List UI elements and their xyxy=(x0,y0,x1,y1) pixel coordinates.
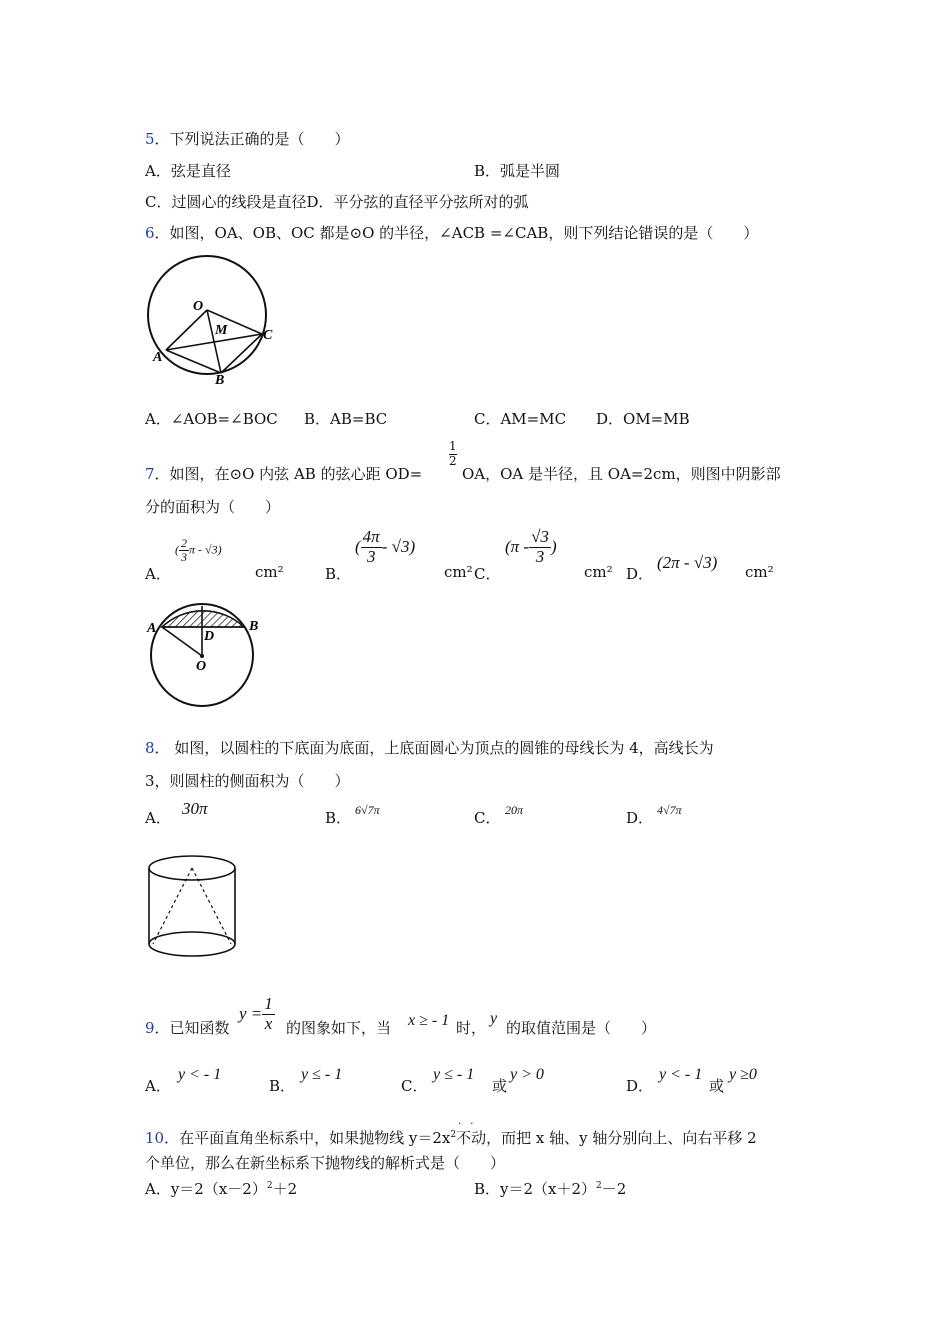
q6-option-b[interactable]: B．AB=BC xyxy=(304,410,388,428)
q7-option-b-unit: cm² xyxy=(444,563,473,581)
q8-cylinder-figure xyxy=(143,852,243,962)
q6-stem: 6．如图，OA、OB、OC 都是⊙O 的半径，∠ACB =∠CAB，则下列结论错误的是（ ） xyxy=(145,224,759,242)
q9-option-d-label[interactable]: D． xyxy=(626,1077,654,1095)
q9-stem-mid: 的图象如下，当 xyxy=(286,1019,392,1037)
q8-option-a-expr[interactable]: 30π xyxy=(182,799,208,818)
q9-stem-when: 时， xyxy=(456,1019,487,1037)
q8-option-d-expr[interactable]: 4√7π xyxy=(657,803,682,817)
q9-option-b-expr[interactable]: y ≤ - 1 xyxy=(301,1066,343,1083)
q7-option-a-expr[interactable]: ( $\frac{2}{3}$ π - √3) xyxy=(175,536,222,565)
q9-option-a-label[interactable]: A． xyxy=(145,1077,171,1095)
q7-option-d-label[interactable]: D． xyxy=(626,565,654,583)
q8-stem-line2: 3，则圆柱的侧面积为（ ） xyxy=(145,772,350,790)
q7-option-d-unit: cm² xyxy=(745,563,774,581)
q10-emphasis: 不动 ·· xyxy=(456,1119,487,1147)
q9-number: 9 xyxy=(145,1019,155,1037)
q7-option-d-expr[interactable]: (2π - √3) xyxy=(657,553,718,572)
q6-circle-figure xyxy=(145,250,285,390)
q8-option-c-expr[interactable]: 20π xyxy=(505,803,524,817)
q7-stem-line2: 分的面积为（ ） xyxy=(145,498,281,516)
q7-stem-line1-rest: OA，OA 是半径，且 OA=2cm，则图中阴影部 xyxy=(462,465,781,483)
q5-number: 5 xyxy=(145,130,155,148)
q7-label-o: O xyxy=(196,659,207,674)
q9-option-c-expr1[interactable]: y ≤ - 1 xyxy=(433,1066,475,1083)
q6-label-a: A xyxy=(153,350,163,365)
q7-label-b: B xyxy=(249,619,259,634)
q9-option-d-or: 或 xyxy=(709,1077,725,1095)
q6-label-o: O xyxy=(193,299,204,314)
q9-condition: x ≥ - 1 xyxy=(408,1012,450,1029)
q6-label-b: B xyxy=(215,373,225,388)
q10-option-a[interactable]: A．$y=2(x-2)^2+2$ xyxy=(145,1180,298,1198)
q7-option-c-expr[interactable]: (π - $\frac{√3}{3}$ ) xyxy=(505,527,557,566)
q10-option-b[interactable]: B．$y=2(x+2)^2-2$ xyxy=(474,1180,627,1198)
q7-option-a-unit: cm² xyxy=(255,563,284,581)
q6-label-m: M xyxy=(215,323,228,338)
q10-emphasis-dots: ·· xyxy=(458,1119,483,1130)
q8-option-c-label[interactable]: C． xyxy=(474,809,501,827)
q9-option-d-expr1[interactable]: y < - 1 xyxy=(659,1066,703,1083)
q9-option-d-expr2[interactable]: y ≥0 xyxy=(729,1066,757,1083)
q5-option-a[interactable]: A．弦是直径 xyxy=(145,162,231,180)
q5-option-cd[interactable]: C．过圆心的线段是直径D．平分弦的直径平分弦所对的弧 xyxy=(145,193,529,211)
q7-stem-line1: 7．如图，在⊙O 内弦 AB 的弦心距 OD= xyxy=(145,465,423,483)
q6-number: 6 xyxy=(145,224,155,242)
q6-option-a[interactable]: A．∠AOB=∠BOC xyxy=(145,410,278,428)
q8-number: 8 xyxy=(145,739,155,757)
q8-option-a-label[interactable]: A． xyxy=(145,809,171,827)
q5-option-b[interactable]: B．弧是半圆 xyxy=(474,162,561,180)
q7-half-fraction: 1 2 xyxy=(449,439,457,468)
q7-circle-figure xyxy=(140,598,270,738)
q7-option-b-label[interactable]: B． xyxy=(325,565,352,583)
q6-label-c: C xyxy=(263,328,273,343)
q5-stem: 5．下列说法正确的是（ ） xyxy=(145,130,350,148)
q10-stem-line1: 10．在平面直角坐标系中，如果抛物线 $y=2x^2$不动 ·· ，而把 x 轴、y 轴分别向上、向右平移 2 xyxy=(145,1119,757,1147)
q6-option-d[interactable]: D．OM=MB xyxy=(596,410,690,428)
q8-option-b-label[interactable]: B． xyxy=(325,809,352,827)
q9-option-b-label[interactable]: B． xyxy=(269,1077,296,1095)
q10-stem-line2: 个单位，那么在新坐标系下抛物线的解析式是（ ） xyxy=(145,1154,506,1172)
q9-option-a-expr[interactable]: y < - 1 xyxy=(178,1066,222,1083)
q9-stem-end: 的取值范围是（ ） xyxy=(506,1019,657,1037)
q7-option-a-label[interactable]: A． xyxy=(145,565,171,583)
q7-option-b-expr[interactable]: ( $\frac{4\pi}{3}$ - √3) xyxy=(355,527,416,566)
q7-label-d: D xyxy=(204,629,215,644)
q6-option-c[interactable]: C．AM=MC xyxy=(474,410,567,428)
q9-option-c-or: 或 xyxy=(492,1077,508,1095)
q10-number: 10 xyxy=(145,1129,165,1147)
q9-function-expr: y = $\frac{1}{x}$ xyxy=(239,994,273,1033)
q8-option-b-expr[interactable]: 6√7π xyxy=(355,803,380,817)
q9-var: y xyxy=(490,1010,498,1027)
q8-option-d-label[interactable]: D． xyxy=(626,809,654,827)
q7-option-c-unit: cm² xyxy=(584,563,613,581)
q8-stem-line1: 8． 如图，以圆柱的下底面为底面，上底面圆心为顶点的圆锥的母线长为 4，高线长为 xyxy=(145,739,714,757)
q9-stem-start: 9．已知函数 xyxy=(145,1019,230,1037)
q9-option-c-label[interactable]: C． xyxy=(401,1077,428,1095)
q9-option-c-expr2[interactable]: y > 0 xyxy=(510,1066,544,1083)
q7-option-c-label[interactable]: C． xyxy=(474,565,501,583)
q7-label-a: A xyxy=(147,621,157,636)
q7-number: 7 xyxy=(145,465,155,483)
